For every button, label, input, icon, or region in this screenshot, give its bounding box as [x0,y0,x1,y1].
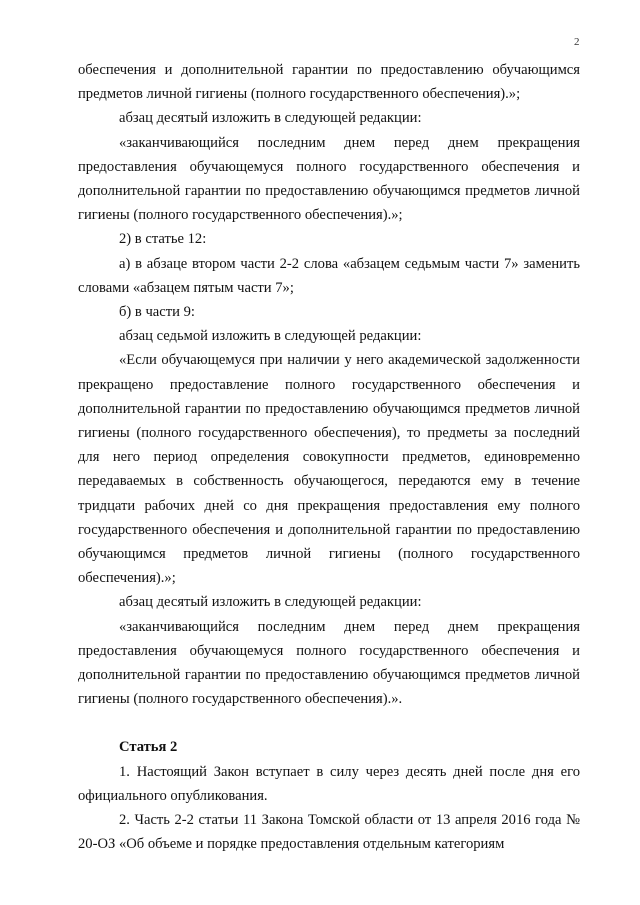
paragraph-instruction: абзац седьмой изложить в следующей редакции: [119,328,422,345]
paragraph-instruction: абзац десятый изложить в следующей редакции: [119,594,422,611]
paragraph-continuation: обеспечения и дополнительной гарантии по предоставлению обучающимся предметов личной гигиены (полного государственного обеспечения).»; [78,62,580,103]
paragraph-subitem: б) в части 9: [119,304,195,321]
paragraph-quote: «заканчивающийся последним днем перед днем прекращения предоставления обучающемуся полного государственного обеспечения и дополнительной гарантии по предоставлению обучающимся предметов личной гигиены (полного государственного обеспечения).». [78,618,580,708]
article-title: Статья 2 [119,739,178,756]
article-paragraph: 2. Часть 2-2 статьи 11 Закона Томской области от 13 апреля 2016 года № 20-ОЗ «Об объеме и порядке предоставления отдельным категориям [78,812,580,853]
document-body [78,58,580,857]
paragraph-quote: «заканчивающийся последним днем перед днем прекращения предоставления обучающемуся полного государственного обеспечения и дополнительной гарантии по предоставлению обучающимся предметов личной гигиены (полного государственного обеспечения).»; [78,134,580,224]
paragraph-item: 2) в статье 12: [119,231,207,248]
page-number: 2 [574,36,580,48]
paragraph-subitem: а) в абзаце втором части 2-2 слова «абзацем седьмым части 7» заменить словами «абзацем пятым части 7»; [78,255,580,296]
paragraph-quote: «Если обучающемуся при наличии у него академической задолженности прекращено предоставление полного государственного обеспечения и дополнительной гарантии по предоставлению обучающимся предметов личной гигиены (полного государственного обеспечения), то предметы за последний для него период определения совокупности предметов, единовременно передаваемых в собственность обучающегося, передаются ему в течение тридцати рабочих дней со дня прекращения предоставления ему полного государственного обеспечения и дополнительной гарантии по предоставлению обучающимся предметов личной гигиены (полного государственного обеспечения).»; [78,352,580,587]
paragraph-instruction: абзац десятый изложить в следующей редакции: [119,110,422,127]
article-paragraph: 1. Настоящий Закон вступает в силу через десять дней после дня его официального опубликования. [78,763,580,804]
